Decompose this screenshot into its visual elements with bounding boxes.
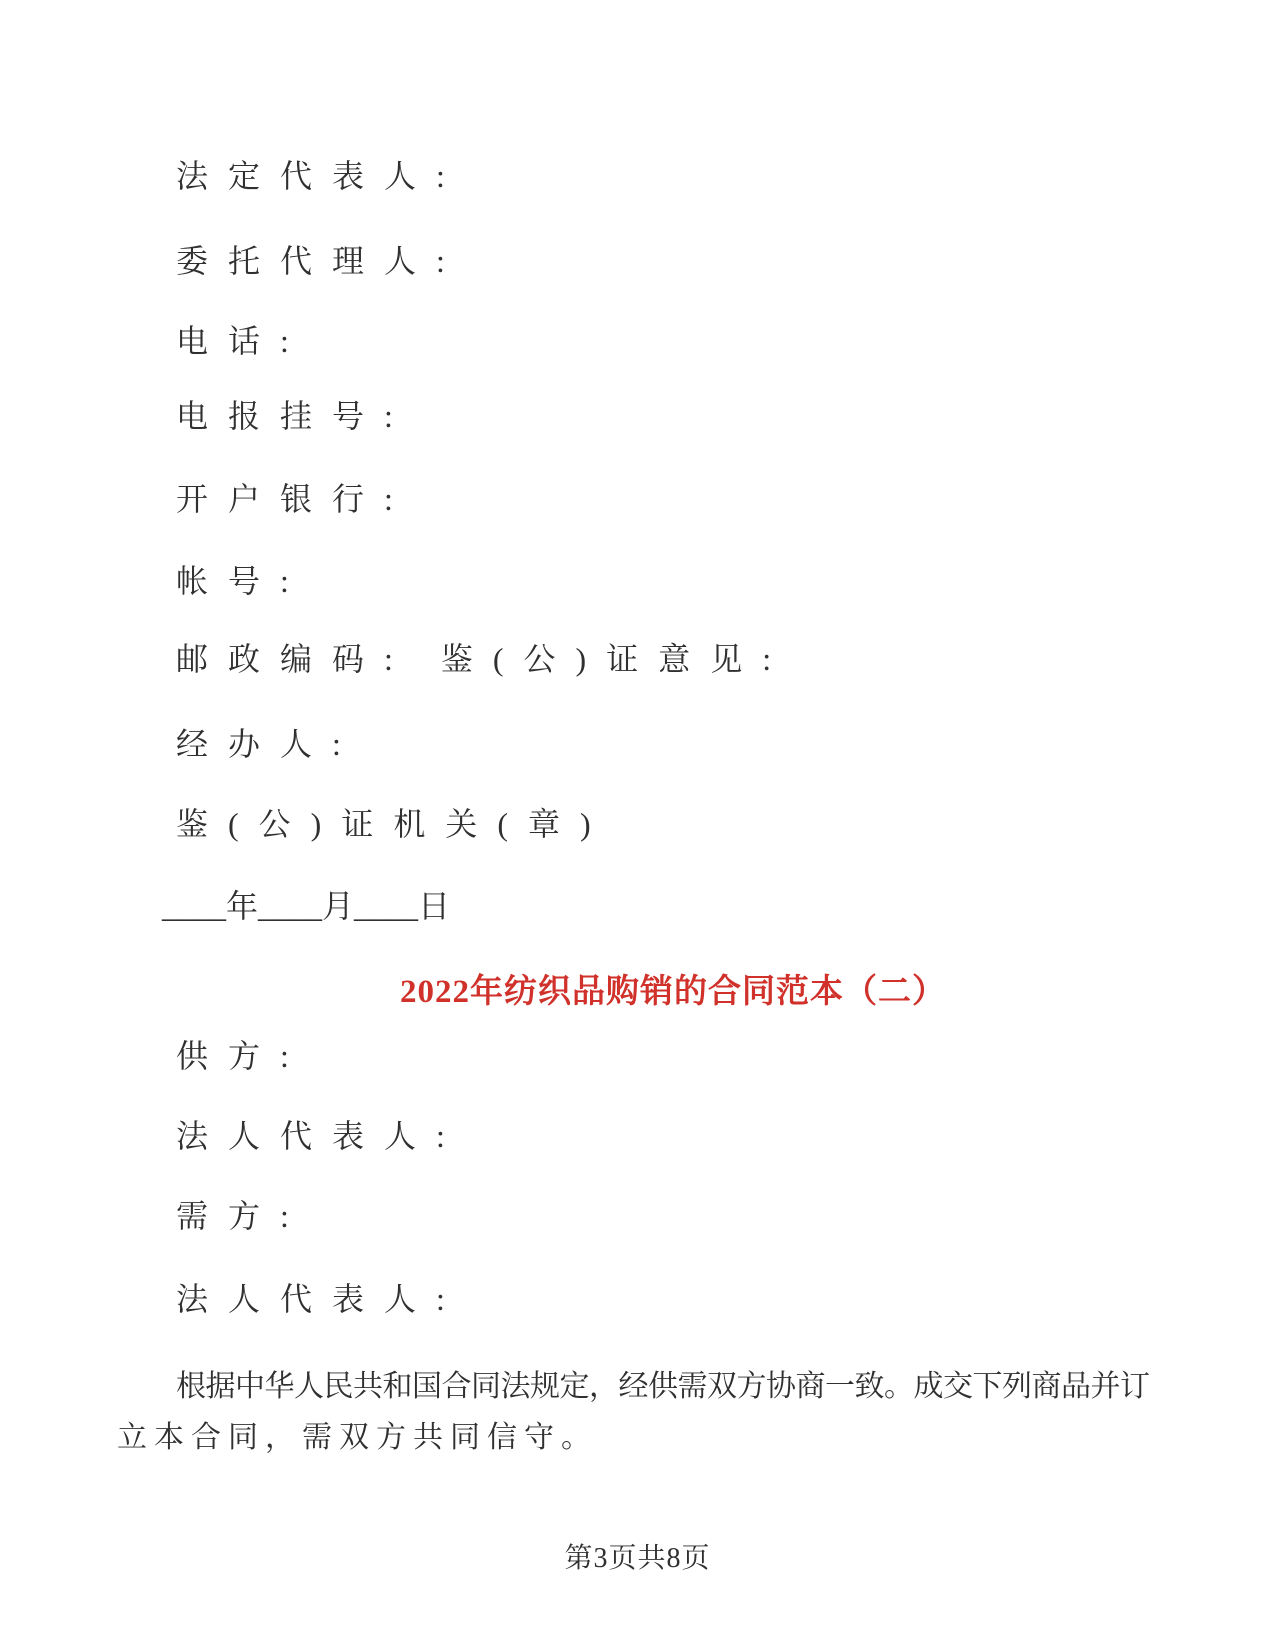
party-line-buyer: 需方: (176, 1198, 309, 1234)
paragraph-line: 立本合同，需双方共同信守。 (117, 1421, 598, 1454)
info-line-phone: 电话: (176, 323, 309, 359)
info-line-postcode-notary-opinion: 邮政编码: 鉴(公)证意见: (176, 641, 792, 677)
party-line-buyer-representative: 法人代表人: (176, 1281, 465, 1317)
party-line-supplier-representative: 法人代表人: (176, 1118, 465, 1154)
info-line-handler: 经办人: (176, 726, 361, 762)
contract-heading: 2022年纺织品购销的合同范本（二） (400, 974, 946, 1010)
date-blank-line: ____年____月____日 (162, 888, 451, 924)
party-line-supplier: 供方: (176, 1038, 309, 1074)
page-number: 第3页共8页 (564, 1543, 711, 1574)
paragraph-line: 根据中华人民共和国合同法规定，经供需双方协商一致。成交下列商品并订 (176, 1370, 1150, 1403)
info-line-legal-representative: 法定代表人: (176, 158, 465, 194)
info-line-notary-authority: 鉴(公)证机关(章) (176, 806, 611, 842)
info-line-telegraph: 电报挂号: (176, 398, 413, 434)
info-line-account: 帐号: (176, 563, 309, 599)
info-line-entrusted-agent: 委托代理人: (176, 243, 465, 279)
info-line-bank: 开户银行: (176, 481, 413, 517)
